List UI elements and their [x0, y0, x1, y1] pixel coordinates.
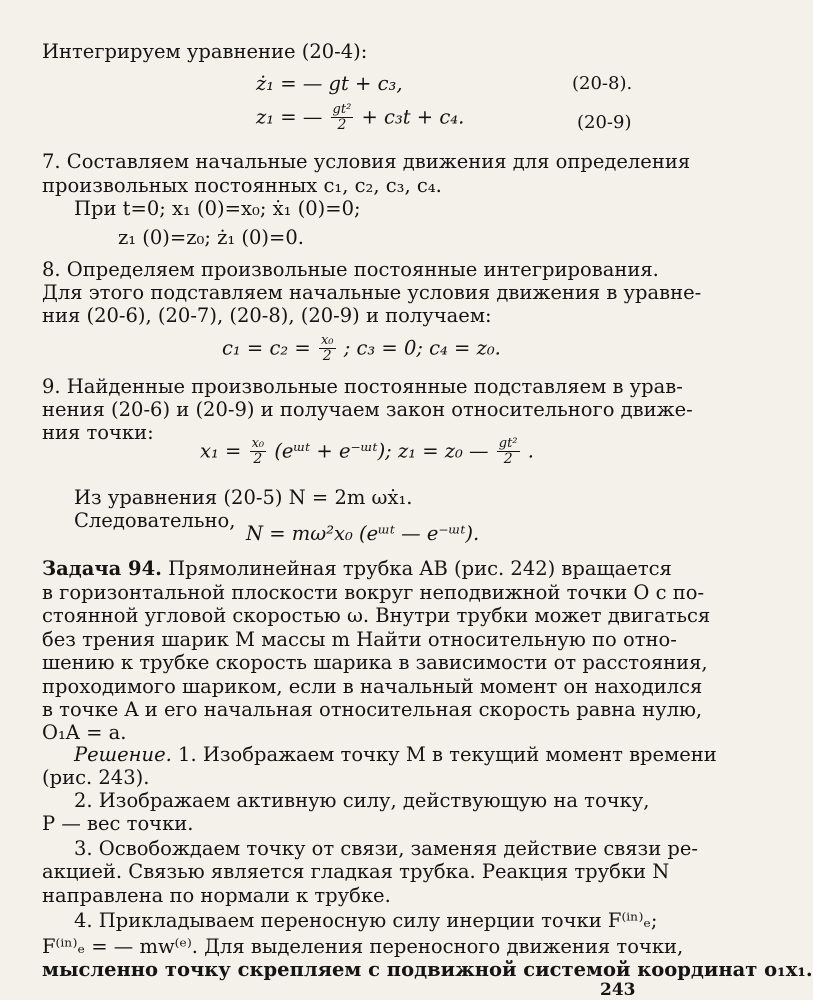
step2-line2: P — вес точки.: [42, 812, 194, 835]
equation-20-9-left: z₁ = —: [256, 105, 323, 129]
step8-fraction: $\frac{\text{x₀}}{2}$: [320, 333, 334, 364]
step4-line3: мысленно точку скрепляем с подвижной системой координат o₁x₁.: [42, 958, 813, 981]
step3-line1: 3. Освобождаем точку от связи, заменяя действие связи ре-: [74, 837, 698, 860]
step8-line1: 8. Определяем произвольные постоянные интегрирования.: [42, 258, 659, 281]
step7-line2: произвольных постоянных c₁, c₂, c₃, c₄.: [42, 174, 442, 197]
from-equation-line: Из уравнения (20-5) N = 2m ωẋ₁.: [74, 486, 413, 509]
step8-equation: c₁ = c₂ = $\frac{\text{x₀}}{2}$ ; c₃ = 0; c₄ = z₀.: [222, 333, 501, 364]
step7-conditions-2: z₁ (0)=z₀; ż₁ (0)=0.: [118, 226, 304, 249]
step7-conditions-1: При t=0; x₁ (0)=x₀; ẋ₁ (0)=0;: [74, 197, 361, 220]
task-line1: Задача 94. Прямолинейная трубка AB (рис. 242) вращается: [42, 557, 672, 580]
step4-line1: 4. Прикладываем переносную силу инерции точки F⁽ⁱⁿ⁾ₑ;: [74, 909, 658, 932]
solution-line1: Решение. 1. Изображаем точку M в текущий момент времени: [74, 743, 717, 766]
task-line6: проходимого шариком, если в начальный момент он находился: [42, 675, 703, 698]
page-number: 243: [600, 980, 636, 1000]
hence-line: Следовательно,: [74, 509, 236, 532]
step7-line1: 7. Составляем начальные условия движения для определения: [42, 150, 691, 173]
step8-line3: ния (20-6), (20-7), (20-8), (20-9) и получаем:: [42, 304, 492, 327]
task-line2: в горизонтальной плоскости вокруг неподвижной точки O с по-: [42, 581, 705, 604]
step9-line3: ния точки:: [42, 421, 154, 444]
task-line4: без трения шарик M массы m Найти относительную по отно-: [42, 628, 677, 651]
equation-number-20-8: (20-8).: [572, 73, 633, 94]
task-line3: стоянной угловой скоростью ω. Внутри трубки может двигаться: [42, 604, 711, 627]
task-line7: в точке A и его начальная относительная скорость равна нулю,: [42, 698, 703, 721]
step9-line1: 9. Найденные произвольные постоянные подставляем в урав-: [42, 375, 683, 398]
task-line8: O₁A = a.: [42, 721, 127, 744]
step3-line3: направлена по нормали к трубке.: [42, 884, 391, 907]
step8-line2: Для этого подставляем начальные условия движения в уравне-: [42, 281, 702, 304]
step9-equation: x₁ = $\frac{\text{x₀}}{2}$ (eᵚᵗ + e⁻ᵚᵗ); z₁ = z₀ — $\frac{\text{gt²}}{2}$ .: [200, 436, 534, 467]
intro-line: Интегрируем уравнение (20-4):: [42, 40, 368, 63]
equation-20-9: [256, 103, 464, 133]
step9-fraction-1: $\frac{\text{x₀}}{2}$: [251, 436, 265, 467]
step4-line2: F⁽ⁱⁿ⁾ₑ = — mw⁽ᵉ⁾. Для выделения переносного движения точки,: [42, 935, 684, 958]
equation-20-8: ż₁ = — gt + c₃,: [256, 72, 403, 95]
solution-line2: (рис. 243).: [42, 766, 150, 789]
equation-20-9-right: + c₃t + c₄.: [361, 105, 465, 129]
solution-label: Решение.: [74, 743, 172, 766]
equation-number-20-9: (20-9): [577, 112, 632, 133]
task-line5: шению к трубке скорость шарика в зависимости от расстояния,: [42, 651, 708, 674]
hence-equation: N = mω²x₀ (eᵚᵗ — e⁻ᵚᵗ).: [246, 522, 480, 545]
task-label: Задача 94.: [42, 557, 162, 580]
step3-line2: акцией. Связью является гладкая трубка. Реакция трубки N: [42, 860, 670, 883]
equation-20-9-fraction: $\frac{\text{gt²}}{2}$: [332, 102, 352, 133]
step9-fraction-2: $\frac{\text{gt²}}{2}$: [498, 436, 518, 467]
step2-line1: 2. Изображаем активную силу, действующую на точку,: [74, 789, 650, 812]
step9-line2: нения (20-6) и (20-9) и получаем закон относительного движе-: [42, 398, 693, 421]
